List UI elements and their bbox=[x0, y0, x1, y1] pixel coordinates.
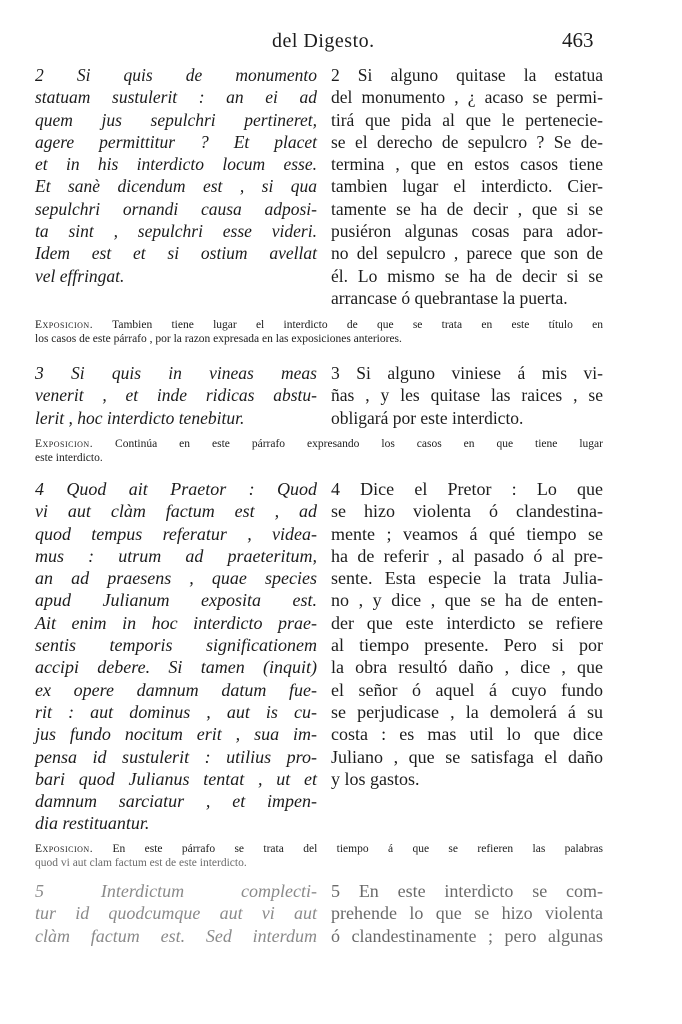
exposition-note bbox=[35, 842, 603, 870]
latin-line: quod tempus referatur , videa- bbox=[35, 523, 317, 544]
latin-line: 3 Si quis in vineas meas bbox=[35, 363, 317, 383]
latin-line: quem jus sepulchri pertineret, bbox=[35, 109, 317, 130]
spanish-line: el señor ó aquel á cuyo fundo bbox=[331, 679, 603, 700]
paragraph-2 bbox=[0, 64, 682, 314]
latin-line: statuam sustulerit : an ei ad bbox=[35, 87, 317, 108]
latin-text bbox=[35, 362, 317, 429]
spanish-line: él. Lo mismo se ha de decir si se bbox=[331, 265, 603, 286]
spanish-line: sente. Esta especie la trata Julia- bbox=[331, 568, 603, 589]
latin-line: ta sint , sepulchri esse videri. bbox=[35, 221, 317, 242]
exposition-note bbox=[35, 437, 603, 465]
latin-line: bari quod Julianus tentat , ut et bbox=[35, 768, 317, 789]
spanish-line: 2 Si alguno quitase la estatua bbox=[331, 65, 603, 85]
latin-line: apud Julianum exposita est. bbox=[35, 590, 317, 611]
latin-line: rit : aut dominus , aut is cu- bbox=[35, 701, 317, 722]
latin-line: venerit , et inde ridicas abstu- bbox=[35, 385, 317, 406]
exposition-label: Exposicion. bbox=[35, 319, 94, 331]
note-line: los casos de este párrafo , por la razon expresada en las exposiciones anteriores. bbox=[35, 333, 402, 345]
spanish-line: mente ; veamos á qué tiempo se bbox=[331, 523, 603, 544]
spanish-text bbox=[331, 64, 603, 309]
latin-line: lerit , hoc interdicto tenebitur. bbox=[35, 407, 245, 428]
exposition-label: Exposicion. bbox=[35, 843, 94, 855]
paragraph-4 bbox=[0, 478, 682, 838]
latin-line: accipi debere. Si tamen (inquit) bbox=[35, 657, 317, 678]
spanish-line: tamente se ha de decir , que si se bbox=[331, 198, 603, 219]
latin-line: Idem est et si ostium avellat bbox=[35, 243, 317, 264]
spanish-line: al tiempo presente. Pero si por bbox=[331, 635, 603, 656]
spanish-line: obligará por este interdicto. bbox=[331, 407, 524, 428]
latin-line: jus fundo nocitum erit , sua im- bbox=[35, 724, 317, 745]
latin-line: sentis temporis significationem bbox=[35, 635, 317, 656]
note-line: este interdicto. bbox=[35, 452, 103, 464]
spanish-line: tirá que pida al que le pertenecie- bbox=[331, 109, 603, 130]
spanish-line: costa : es mas util lo que dice bbox=[331, 724, 603, 745]
spanish-text bbox=[331, 478, 603, 790]
latin-line: vi aut clàm factum est , ad bbox=[35, 501, 317, 522]
spanish-line: y los gastos. bbox=[331, 768, 420, 789]
exposition-note bbox=[35, 318, 603, 346]
latin-line: agere permittitur ? Et placet bbox=[35, 131, 317, 152]
spanish-line: der que este interdicto se refiere bbox=[331, 612, 603, 633]
spanish-line: arrancase ó quebrantase la puerta. bbox=[331, 287, 568, 308]
spanish-line: ha de referir , al pasado ó al pre- bbox=[331, 545, 603, 566]
note-line: Exposicion. Continúa en este párrafo expresando los casos en que tiene lugar bbox=[35, 438, 603, 450]
spanish-line: ñas , y les quitase las raices , se bbox=[331, 385, 603, 406]
latin-line: mus : utrum ad praeteritum, bbox=[35, 545, 317, 566]
note-line: Exposicion. En este párrafo se trata del tiempo á que se refieren las palabras bbox=[35, 843, 603, 855]
latin-line: clàm factum est. Sed interdum bbox=[35, 925, 317, 946]
latin-line: 2 Si quis de monumento bbox=[35, 65, 317, 85]
spanish-line: se hizo violenta ó clandestina- bbox=[331, 501, 603, 522]
note-line: Exposicion. Tambien tiene lugar el interdicto de que se trata en este título en bbox=[35, 319, 603, 331]
paragraph-5 bbox=[0, 880, 682, 950]
spanish-line: termina , que en estos casos tiene bbox=[331, 154, 603, 175]
spanish-line: no , y dice , que se ha de enten- bbox=[331, 590, 603, 611]
page-number: 463 bbox=[562, 28, 594, 52]
latin-line: pensa id sustulerit : utilius pro- bbox=[35, 746, 317, 767]
page-header bbox=[0, 30, 682, 60]
latin-line: et in his interdicto locum esse. bbox=[35, 154, 317, 175]
paragraph-3 bbox=[0, 362, 682, 432]
spanish-line: Juliano , que se satisfaga el daño bbox=[331, 746, 603, 767]
exposition-label: Exposicion. bbox=[35, 438, 94, 450]
latin-line: Et sanè dicendum est , si qua bbox=[35, 176, 317, 197]
running-title: del Digesto. bbox=[272, 30, 375, 52]
spanish-text bbox=[331, 880, 603, 947]
latin-line: 4 Quod ait Praetor : Quod bbox=[35, 479, 317, 499]
spanish-line: pusiéron algunas cosas para ador- bbox=[331, 221, 603, 242]
latin-line: Ait enim in hoc interdicto prae- bbox=[35, 612, 317, 633]
spanish-line: se el derecho de sepulcro ? Se de- bbox=[331, 131, 603, 152]
spanish-line: se perjudicase , la demolerá á su bbox=[331, 701, 603, 722]
latin-line: damnum sarciatur , et impen- bbox=[35, 791, 317, 812]
spanish-text bbox=[331, 362, 603, 429]
latin-text bbox=[35, 880, 317, 947]
spanish-line: prehende lo que se hizo violenta bbox=[331, 903, 603, 924]
spanish-line: 4 Dice el Pretor : Lo que bbox=[331, 479, 603, 499]
latin-line: sepulchri ornandi causa adposi- bbox=[35, 198, 317, 219]
latin-line: an ad praesens , quae species bbox=[35, 568, 317, 589]
spanish-line: ó clandestinamente ; pero algunas bbox=[331, 925, 603, 946]
spanish-line: tambien lugar el interdicto. Cier- bbox=[331, 176, 603, 197]
latin-line: tur id quodcumque aut vi aut bbox=[35, 903, 317, 924]
note-line: quod vi aut clam factum est de este interdicto. bbox=[35, 857, 247, 869]
latin-line: dia restituantur. bbox=[35, 813, 150, 834]
latin-text bbox=[35, 64, 317, 287]
spanish-line: del monumento , ¿ acaso se permi- bbox=[331, 87, 603, 108]
spanish-line: la obra resultó daño , dice , que bbox=[331, 657, 603, 678]
spanish-line: no del sepulcro , parece que son de bbox=[331, 243, 603, 264]
spanish-line: 3 Si alguno viniese á mis vi- bbox=[331, 363, 603, 383]
latin-line: ex opere damnum datum fue- bbox=[35, 679, 317, 700]
spanish-line: 5 En este interdicto se com- bbox=[331, 881, 603, 901]
latin-text bbox=[35, 478, 317, 835]
latin-line: 5 Interdictum complecti- bbox=[35, 881, 317, 901]
latin-line: vel effringat. bbox=[35, 265, 125, 286]
